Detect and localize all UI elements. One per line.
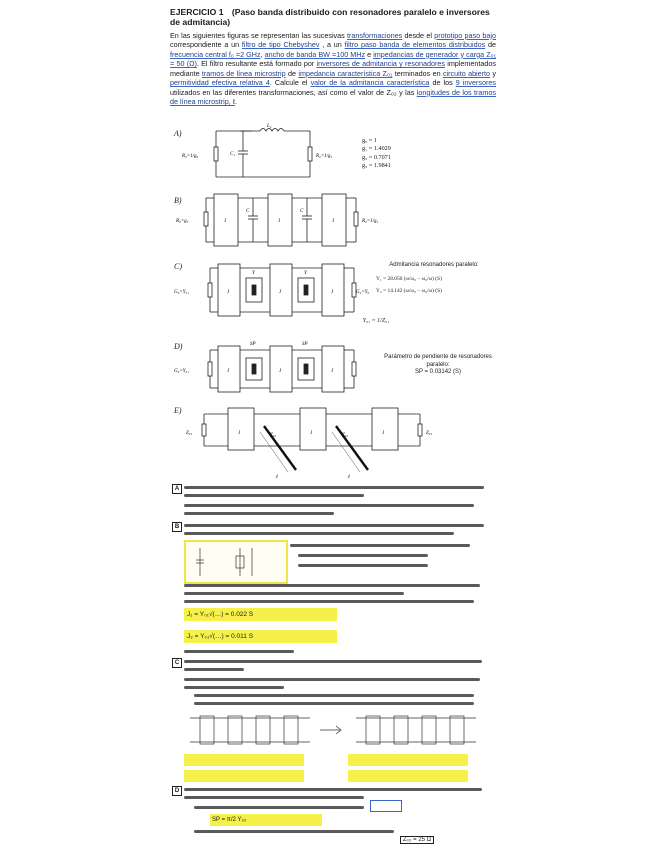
c1-label: C₁ [230, 152, 236, 157]
j-label: J [310, 431, 313, 436]
handwriting-line [194, 694, 474, 697]
j-label: J [227, 369, 230, 374]
figure-e-label: E) [174, 406, 182, 415]
underlined-term: valor de la admitancia característica [310, 78, 430, 88]
highlighted-result [184, 754, 304, 766]
underlined-term: inversores de admitancia y resonadores [316, 59, 445, 69]
text-run: . [235, 97, 238, 107]
handwriting-line [194, 830, 394, 833]
result-j1: = 0.022 S [225, 611, 254, 618]
handwriting-line [184, 796, 364, 799]
handwriting-line [184, 504, 474, 507]
formula-j2: J₂ = Y₀₁√(…) [187, 633, 224, 640]
text-run: , [260, 49, 265, 59]
underlined-term: ancho de banda BW =100 MHz [264, 49, 366, 59]
source-label: G₀=Y₀₁ [174, 369, 189, 374]
figure-e [170, 404, 496, 482]
text-run: terminados en [392, 68, 443, 78]
handwriting-line [184, 668, 244, 671]
underlined-term: transformaciones [347, 30, 403, 40]
resonator-admittance-note [376, 262, 492, 295]
slope-parameter-value: SP = 0.03142 (S) [414, 369, 462, 375]
sp-label: SP [302, 342, 308, 347]
handwriting-line [184, 532, 454, 535]
underlined-term: permitividad efectiva relativa 4 [170, 78, 270, 88]
j-label: J [278, 219, 281, 224]
highlighted-formula-j1 [184, 608, 337, 621]
j-label: J [279, 369, 282, 374]
handwriting-line [184, 494, 364, 497]
text-run: de los [429, 78, 456, 88]
length-label: ℓ [348, 475, 351, 480]
highlighted-result [348, 770, 468, 782]
g3-value: g₃ = 1.9841 [362, 162, 391, 170]
text-run: de [285, 68, 299, 78]
text-run: , a un [319, 40, 345, 50]
step-c-marker: C [172, 658, 182, 668]
resonator-circuit-c [170, 258, 370, 330]
z02-label: Z₀₂ [270, 433, 277, 438]
handwriting-line [184, 686, 284, 689]
j-label: J [382, 431, 385, 436]
l2-label: L₂ [267, 124, 272, 129]
g0-value: g₀ = 1 [362, 137, 377, 144]
figure-b-label: B) [174, 196, 182, 205]
figure-a-label: A) [174, 129, 182, 138]
highlighted-formula-j2 [184, 630, 337, 643]
handwriting-line [194, 806, 364, 809]
z02-label: Z₀₂ [342, 433, 349, 438]
underlined-term: filtro paso banda de elementos distribuidos [344, 40, 486, 50]
figure-b [170, 192, 496, 248]
handwriting-line [298, 564, 428, 567]
y01-definition: Y₀₁ = 1/Z₀₁ [362, 318, 390, 324]
text-run: de [485, 40, 496, 50]
handwriting-line [184, 592, 404, 595]
inverter-circuit-b [170, 192, 496, 248]
text-run: . El filtro resultante está formado por [196, 59, 317, 69]
exercise-heading [170, 8, 496, 28]
figure-c-label: C) [174, 262, 182, 271]
z01-label: Z₀₁ [186, 431, 193, 436]
j-label: J [331, 290, 334, 295]
slope-parameter-title: Parámetro de pendiente de resonadores paralelo: [384, 354, 492, 368]
text-run: desde el [402, 30, 435, 40]
source-label: R₀=g₀ [176, 219, 189, 224]
result-j2: = 0.011 S [225, 633, 254, 640]
handwriting-line [184, 678, 480, 681]
sp-label: SP [250, 342, 256, 347]
figure-a [170, 123, 496, 185]
text-run: . Calcule el [269, 78, 311, 88]
highlighted-circuit-sketch [186, 542, 286, 582]
step-b-marker: B [172, 522, 182, 532]
formula-j1: J₁ = Y₀₁√(…) [187, 611, 224, 618]
admittance-title: Admitancia resonadores paralelo: [389, 262, 479, 268]
c-label: C [300, 209, 304, 214]
problem-statement [170, 31, 496, 107]
highlighted-slope-parameter [210, 814, 322, 826]
handwriting-line [184, 660, 482, 663]
g1-value: g₁ = 1.4029 [362, 145, 391, 153]
source-label: G₀=Y₀₁ [174, 290, 189, 295]
underlined-term: frecuencia central f₀ =2 GHz [170, 49, 261, 59]
load-label: R₀=1/g₃ [362, 219, 379, 224]
step-d-marker: D [172, 786, 182, 796]
underlined-term: circuito abierto [442, 68, 491, 78]
handwriting-line [194, 702, 474, 705]
j-label: J [331, 369, 334, 374]
admittance-eq-2: Y₂ = 14.142 (ω/ω₀ − ω₀/ω) (S) [376, 288, 442, 295]
handwriting-line [184, 788, 482, 791]
c-label: C [246, 209, 250, 214]
admittance-eq-1: Y₁ = 28.050 (ω/ω₀ − ω₀/ω) (S) [376, 275, 442, 282]
handwritten-solution [170, 482, 496, 846]
underlined-term: longitudes de los tramos de línea microstrip, ℓ [170, 87, 496, 107]
j-label: J [224, 219, 227, 224]
text-run: En las siguientes figuras se representan las sucesivas [170, 30, 348, 40]
length-label: ℓ [276, 475, 279, 480]
underlined-term: tramos de línea microstrip [201, 68, 286, 78]
highlighted-result [184, 770, 304, 782]
text-run: utilizados en las diferentes transformaciones, así como el valor de Z₀₂ y las [170, 87, 417, 97]
highlighted-circuit-box [184, 540, 288, 584]
circled-term [370, 800, 402, 812]
lowpass-prototype-circuit [170, 123, 496, 185]
j-label: J [227, 290, 230, 295]
j-label: J [238, 431, 241, 436]
z01-label: Z₀₁ [426, 431, 433, 436]
transformed-circuit-sketch [180, 710, 490, 750]
slope-parameter-circuit-d [170, 340, 380, 396]
slope-parameter-formula: SP = π/2 Y₀₂ [212, 817, 247, 823]
step-a-marker: A [172, 484, 182, 494]
j-label: J [279, 290, 282, 295]
figure-c [170, 258, 496, 330]
boxed-final-result: Z₀₂ = 25 Ω [400, 836, 434, 844]
microstrip-circuit-e [170, 404, 496, 482]
underlined-term: filtro de tipo Chebyshev [241, 40, 320, 50]
load-label: G₀=Y₀₁ [356, 290, 370, 295]
load-label: R₀=1/g₃ [316, 154, 333, 159]
underlined-term: 9 inversores [455, 78, 496, 88]
underlined-term: impedancia característica Z₀₁ [298, 68, 393, 78]
exercise-page [170, 7, 497, 843]
source-label: R₀=1/g₀ [182, 154, 199, 159]
handwriting-line [184, 512, 334, 515]
text-run: e [365, 49, 374, 59]
handwriting-line [290, 544, 470, 547]
y-label: Y [304, 271, 307, 276]
figure-d [170, 340, 496, 396]
handwriting-line [298, 554, 428, 557]
text-run: implementados mediante [170, 59, 496, 78]
slope-parameter-note [384, 354, 492, 377]
exercise-number: EJERCICIO 1 [170, 7, 224, 17]
handwriting-line [184, 650, 294, 653]
y-label: Y [252, 271, 255, 276]
handwriting-line [184, 600, 474, 603]
underlined-term: impedancias de generador y carga Z₀₁ = 50 (Ω) [170, 49, 496, 69]
text-run: y [490, 68, 496, 78]
exercise-title: (Paso banda distribuido con resonadores paralelo e inversores de admitancia) [170, 7, 490, 27]
g-values-list [362, 137, 391, 170]
underlined-term: prototipo paso bajo [434, 30, 497, 40]
handwriting-line [184, 486, 484, 489]
text-run: correspondiente a un [170, 40, 242, 50]
handwriting-line [184, 584, 480, 587]
g2-value: g₂ = 0.7071 [362, 153, 391, 161]
highlighted-result [348, 754, 468, 766]
j-label: J [332, 219, 335, 224]
figure-d-label: D) [174, 342, 183, 351]
handwriting-line [184, 524, 484, 527]
